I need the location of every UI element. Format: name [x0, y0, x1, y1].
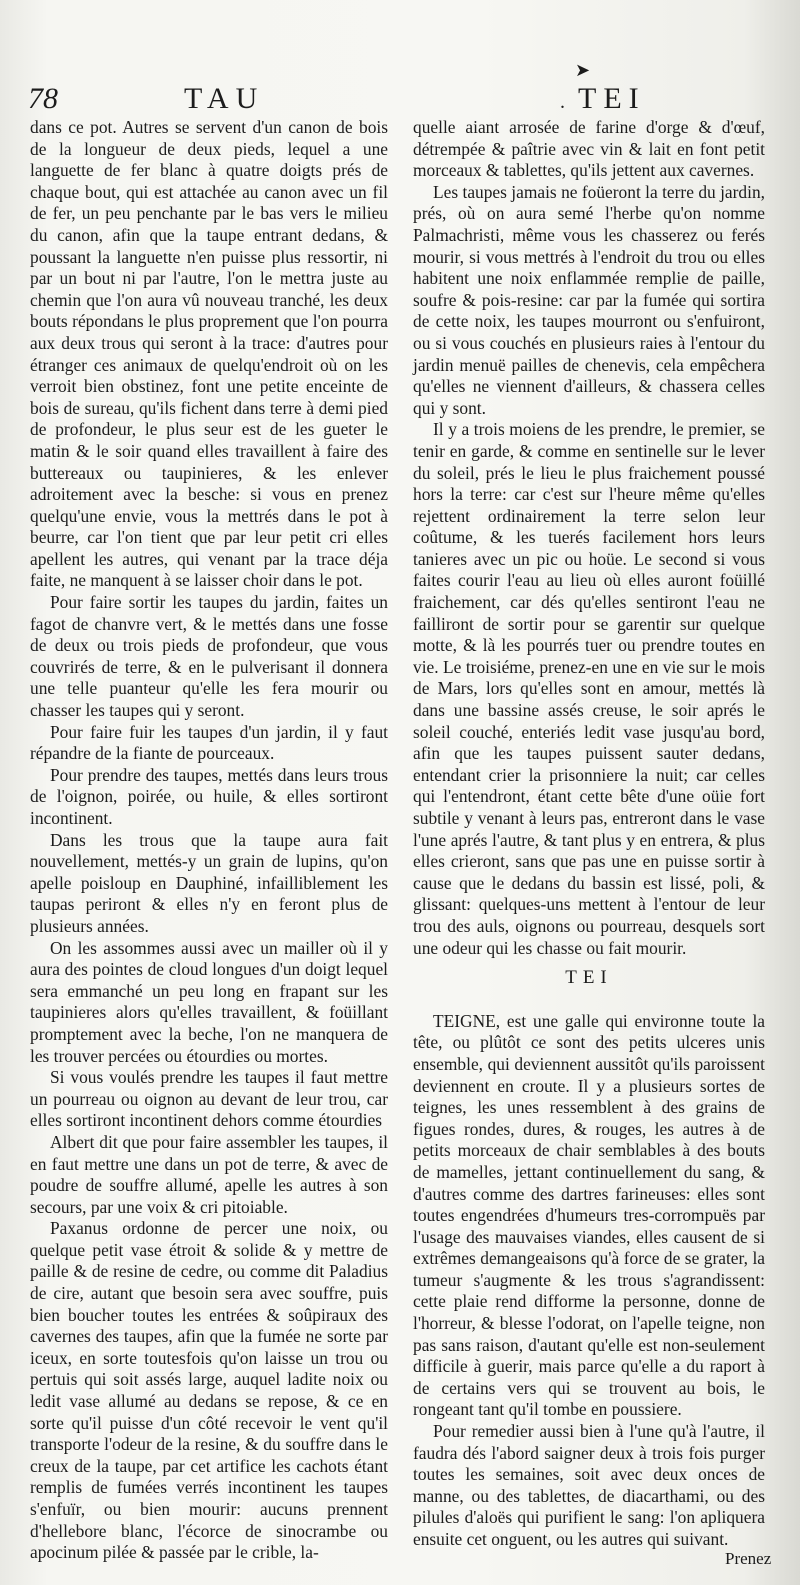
running-head-mark: . [560, 91, 572, 113]
right-paragraph: TEIGNE, est une galle qui environne toute la tête, ou plûtôt ce sont des petits ulceres unis ensemble, qui deviennent aussitôt qu'ils paroissent deviennent en croute. Il y a plusieurs sortes de teignes, les unes ressemblent à des grains de figues rondes, dures, & rouges, les autres à de petits morceaux de chair semblables à des bouts de mamelles, jettant continuellement du sang, & d'autres comme des dartres farineuses: elles sont toutes engendrées d'humeurs tres-corrompuës par l'usage des mauvaises viandes, elles causent de si extrêmes demangeaisons qu'à force de se grater, la tumeur s'augmente & les trous s'agrandissent: cette plaie rend difforme la personne, donne de l'horreur, & blesse l'odorat, on l'apelle teigne, non pas sans raison, d'autant qu'elle est non-seulement difficile à guerir, mais parce qu'elle a du raport à de certains vers qui se trouvent au bois, le rongeant tant qu'il tombe en poussiere. [413, 1010, 765, 1420]
running-head-right [560, 84, 646, 114]
left-paragraph: Albert dit que pour faire assembler les taupes, il en faut mettre une dans un pot de terre, & avec de poudre de souffre allumé, apelle les autres à son secours, par une voix & cri pitoiable. [30, 1131, 388, 1217]
left-paragraph: Paxanus ordonne de percer une noix, ou quelque petit vase étroit & solide & y mettre de paille & de resine de cedre, ou comme dit Paladius de cire, autant que besoin sera avec souffre, puis bien boucher toutes les entrées & soûpiraux des cavernes des taupes, afin que la fumée ne sorte par iceux, en sorte toutesfois qu'on laisse un trou ou pertuis qui soit assés large, auquel ladite noix ou ledit vase allumé au dedans se repose, & ce en sorte qu'il puisse d'un côté recevoir le vent qu'il transporte l'odeur de la resine, & du souffre dans le creux de la taupe, par cet artifice les cachots étant remplis de fumées verrés incontinent les taupes s'enfuïr, ou bien mourir: aucuns prennent d'hellebore blanc, l'écorce de sinocrambe ou apocinum pilée & passée par le crible, la- [30, 1218, 388, 1563]
right-paragraph: Il y a trois moiens de les prendre, le premier, se tenir en garde, & comme en sentinelle sur le lever du soleil, prés le lieu le plus fraichement poussé hors la terre: car c'est sur l'heure même qu'elles rejettent ordinairement la terre selon leur coûtume, & les tuerés facilement hors leurs tanieres avec un pic ou hoüe. Le second si vous faites courir l'eau au lieu où elles auront foüillé fraichement, car dés qu'elles sentiront l'eau ne failliront de sortir pour se garentir sur quelque motte, & là les pourrés tuer ou prendre toutes en vie. Le troisiéme, prenez-en une en vie sur le mois de Mars, lors qu'elles sont en amour, mettés là dans une bassine assés creuse, le soir aprés le soleil couché, enteriés ledit vase jusqu'au bord, afin que les taupes puissent sauter dedans, entendant crier la prisonniere la nuit; car celles qui l'entendront, étant cette bête d'une oüie fort subtile y venant à leurs pas, entreront dans le vase l'une aprés l'autre, & tant plus y en entrera, & plus elles crieront, sans que pas une en puisse sortir à cause que le dedans du bassin est lissé, poli, & glissant: quelques-uns mettent à l'entour de leur trou des auls, oignons ou pourreau, desquels sort une odeur qui les chasse ou fait mourir. [413, 419, 765, 958]
running-head-left: TAU [184, 82, 265, 115]
ornament-mark-icon: ➤ [575, 60, 591, 80]
left-paragraph: Si vous voulés prendre les taupes il faut mettre un pourreau ou oignon au devant de leur trou, car elles sortiront incontinent dehors comme étourdies [30, 1067, 388, 1131]
left-paragraph: Pour faire sortir les taupes du jardin, faites un fagot de chanvre vert, & le mettés dans une fosse de deux ou trois pieds de profondeur, que vous couvrirés de terre, & en le pulverisant il donnera une telle puanteur qu'elle les fera mourir ou chasser les taupes qui y seront. [30, 592, 388, 721]
left-paragraph: Dans les trous que la taupe aura fait nouvellement, mettés-y un grain de lupins, qu'on apelle poisloup en Dauphiné, infailliblement les taupas periront & elles n'y en feront plus de plusieurs années. [30, 829, 388, 936]
right-paragraph: Pour remedier aussi bien à l'une qu'à l'autre, il faudra dés l'abord saigner deux à trois fois purger toutes les semaines, soit avec deux onces de manne, ou des tablettes, de diacarthami, ou des pilules d'aloës qui purifient le sang: l'on apliquera ensuite cet onguent, ou les autres qui suivant. [413, 1421, 765, 1549]
page-number: 78 [28, 82, 58, 115]
running-head-right-text: TEI [578, 82, 646, 115]
left-paragraph: Pour prendre des taupes, mettés dans leurs trous de l'oignon, poirée, ou huile, & elles sortiront incontinent. [30, 764, 388, 828]
section-heading: TEI [565, 967, 613, 989]
left-column [30, 117, 388, 1564]
catchword: Prenez [725, 1549, 772, 1568]
right-paragraph: Les taupes jamais ne foüeront la terre du jardin, prés, où on aura semé l'herbe qu'on nomme Palmachristi, même vous les chasserez ou ferés mourir, si vous mettrés à l'endroit du trou ou elles habitent une noix enflammée remplie de paille, soufre & pois-resine: car par la fumée qui sortira de cette noix, les taupes mourront ou s'enfuiront, ou si vous couchés en plusieurs raies à l'entour du jardin menuë pailles de chenevis, cela empêchera qu'elles ne viennent d'ailleurs, & chassera celles qui y sont. [413, 181, 765, 418]
left-paragraph: Pour faire fuir les taupes d'un jardin, il y faut répandre de la fiante de pourceaux. [30, 721, 388, 764]
right-paragraph: quelle aiant arrosée de farine d'orge & d'œuf, détrempée & paîtrie avec vin & lait en font petit morceaux & tablettes, qu'ils jettent aux cavernes. [413, 117, 765, 181]
right-column [413, 117, 765, 1551]
left-paragraph: On les assommes aussi avec un mailler où il y aura des pointes de cloud longues d'un doigt lequel sera emmanché un peu long en frapant sur les taupinieres alors qu'elles travaillent, & foüillant promptement avec la beche, l'on ne manquera de les trouver percées ou étourdies ou mortes. [30, 937, 388, 1066]
left-paragraph: dans ce pot. Autres se servent d'un canon de bois de la longueur de deux pieds, lequel a une languette de fer blanc à quatre doigts prés de chaque bout, qui est attachée au canon avec un fil de fer, un peu penchante par le bas vers le milieu du canon, afin que la taupe entrant dedans, & poussant la languette n'en puisse plus ressortir, ni par un bout ni par l'autre, l'on le mettra juste au chemin que l'on aura vû nouveau tranché, les deux bouts répondans le plus proprement que l'on pourra aux deux trous qui seront à la trace: d'autres pour étranger ces animaux de quelqu'endroit où on les verroit bien obstinez, font une petite enceinte de bois de sureau, qu'ils fichent dans terre à demi pied de profondeur, le plus seur est de les gueter le matin & le soir quand elles travaillent à faire des buttereaux ou taupinieres, & les enlever adroitement avec la besche: si vous en prenez quelqu'une envie, vous la mettrés dans le pot à beurre, car l'on tient que par leur petit cri elles apellent les autres, qui venant par la trace déja faite, ne manquent à se laisser choir dans le pot. [30, 117, 388, 591]
